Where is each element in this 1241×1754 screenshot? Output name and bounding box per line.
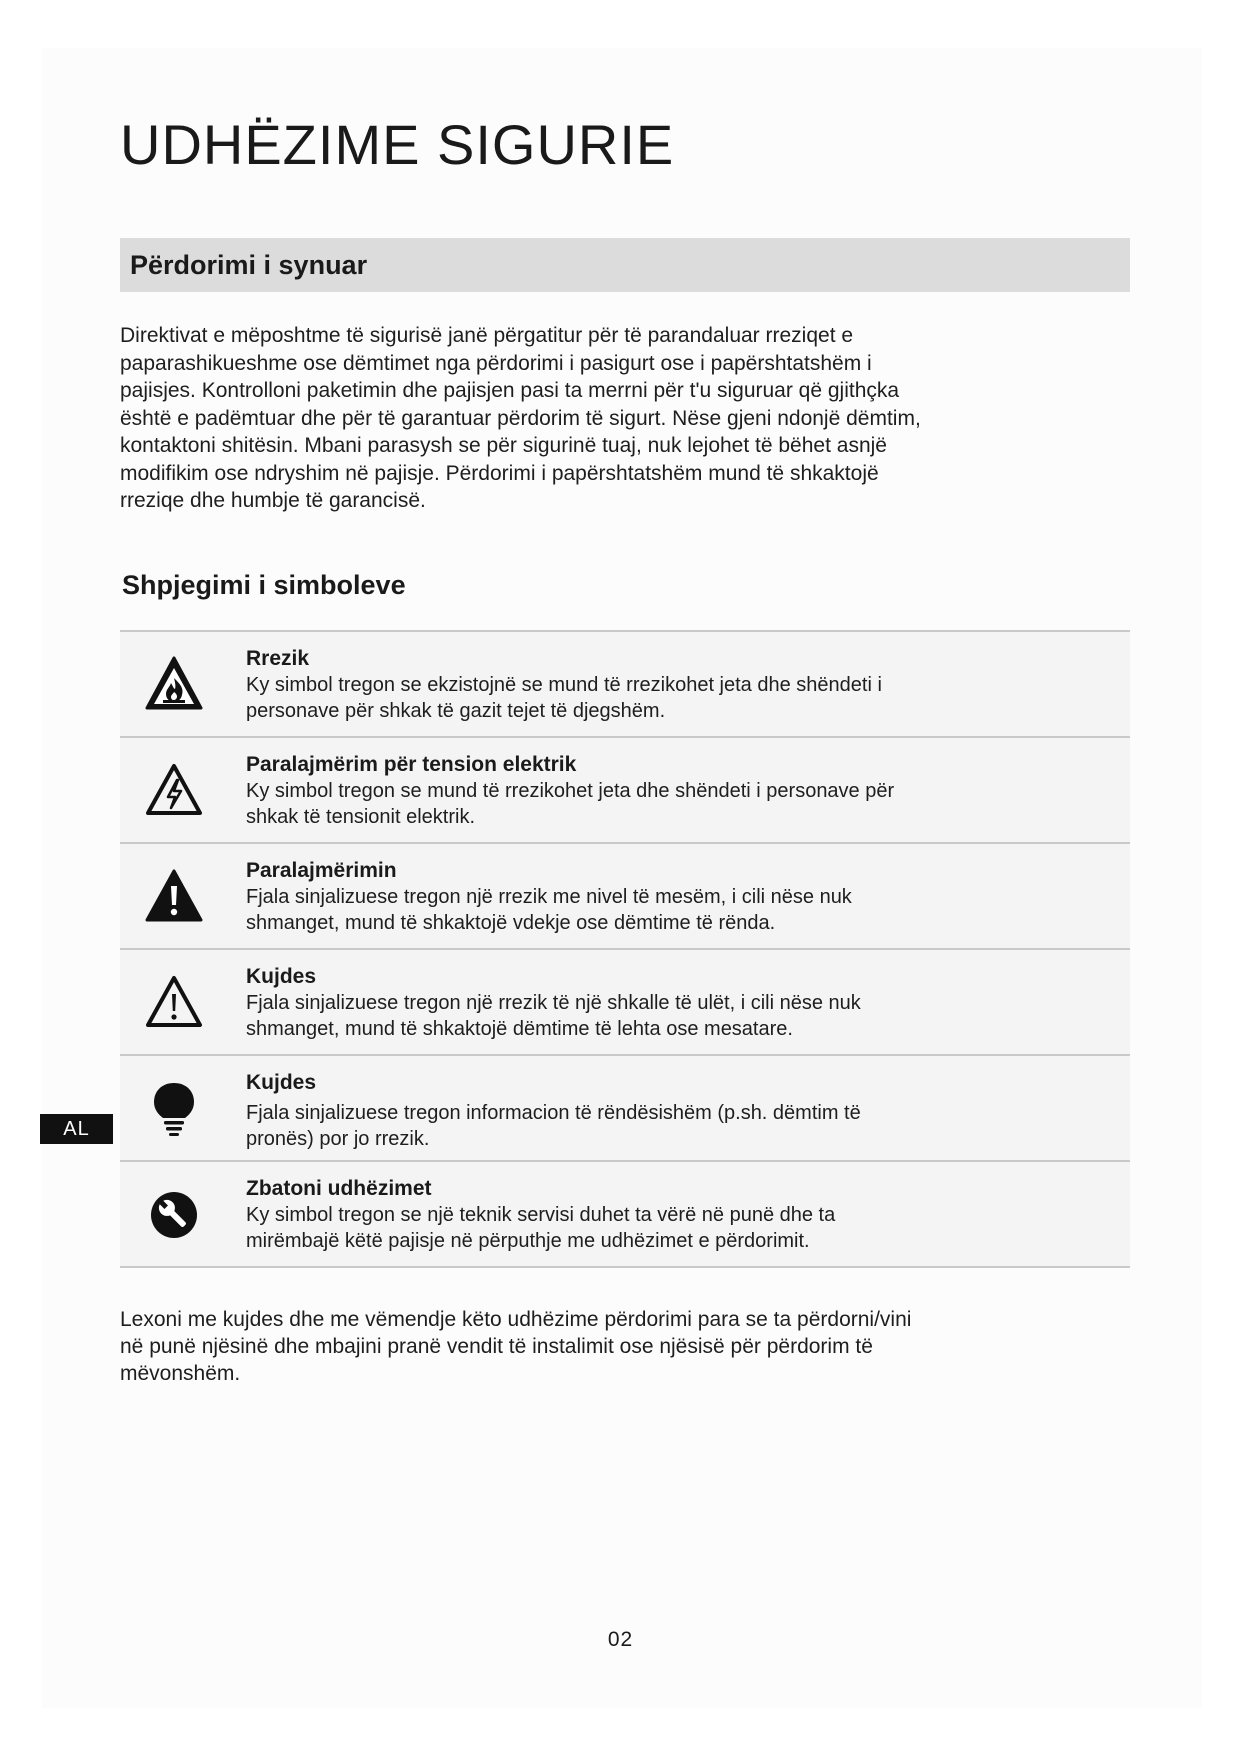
text-line: kontaktoni shitësin. Mbani parasysh se për sigurinë tuaj, nuk lejohet të bëhet asnjë	[120, 434, 887, 457]
closing-paragraph	[120, 1306, 1130, 1387]
intended-use-header	[120, 238, 1130, 292]
text-line: Fjala sinjalizuese tregon informacion të rëndësishëm (p.sh. dëmtim të	[246, 1102, 861, 1124]
symbol-title: Zbatoni udhëzimet	[246, 1177, 432, 1200]
flammable-warning-icon	[144, 654, 204, 714]
text-line: paparashikueshme ose dëmtimet nga përdorimi i pasigurt ose i papërshtatshëm i	[120, 351, 872, 375]
symbol-row-service	[120, 1162, 1130, 1268]
wrench-icon	[144, 1184, 204, 1244]
text-line: pronës) por jo rrezik.	[246, 1128, 430, 1150]
symbol-title: Kujdes	[246, 965, 317, 988]
text-line: Lexoni me kujdes dhe me vëmendje këto udhëzime përdorimi para se ta përdorni/vini	[120, 1308, 912, 1331]
symbol-title: Rrezik	[246, 647, 310, 670]
lightbulb-icon	[144, 1078, 204, 1138]
page-title: UDHËZIME SIGURIE	[120, 113, 675, 176]
symbol-row-electric	[120, 738, 1130, 844]
text-line: mirëmbajë këtë pajisje në përputhje me udhëzimet e përdorimit.	[246, 1230, 810, 1252]
text-line: shmanget, mund të shkaktojë dëmtime të lehta ose mesatare.	[246, 1018, 793, 1040]
symbols-table	[120, 630, 1130, 1268]
text-line: Fjala sinjalizuese tregon një rrezik të një shkalle të ulët, i cili nëse nuk	[246, 992, 861, 1014]
symbol-title: Kujdes	[246, 1071, 317, 1094]
text-line: Ky simbol tregon se mund të rrezikohet jeta dhe shëndeti i personave për	[246, 780, 895, 802]
text-line: shmanget, mund të shkaktojë vdekje ose dëmtime të rënda.	[246, 912, 776, 934]
text-line: rreziqe dhe humbje të garancisë.	[120, 489, 426, 512]
text-line: pajisjes. Kontrolloni paketimin dhe pajisjen pasi ta merrni për t'u siguruar që gjithçka	[120, 379, 900, 402]
symbol-description	[246, 778, 1106, 830]
symbol-row-info	[120, 1056, 1130, 1162]
symbols-heading: Shpjegimi i simboleve	[122, 570, 406, 600]
symbol-description	[246, 1202, 1106, 1254]
symbol-description	[246, 1100, 1106, 1152]
intended-use-heading: Përdorimi i synuar	[130, 250, 368, 280]
text-line: personave për shkak të gazit tejet të djegshëm.	[246, 700, 666, 722]
symbol-description	[246, 990, 1106, 1042]
text-line: shkak të tensionit elektrik.	[246, 806, 475, 828]
text-line: Direktivat e mëposhtme të sigurisë janë përgatitur për të parandaluar rreziqet e	[120, 324, 854, 347]
text-line: është e padëmtuar dhe për të garantuar përdorim të sigurt. Nëse gjeni ndonjë dëmtim,	[120, 406, 921, 430]
symbol-row-warning	[120, 844, 1130, 950]
warning-filled-icon	[144, 866, 204, 926]
symbol-title: Paralajmërimin	[246, 859, 397, 882]
electric-warning-icon	[144, 760, 204, 820]
symbol-description	[246, 672, 1106, 724]
text-line: modifikim ose ndryshim në pajisje. Përdorimi i papërshtatshëm mund të shkaktojë	[120, 461, 879, 485]
text-line: Ky simbol tregon se një teknik servisi duhet ta vërë në punë dhe ta	[246, 1204, 836, 1226]
caution-outline-icon	[144, 972, 204, 1032]
language-tab: AL	[40, 1114, 113, 1144]
text-line: Fjala sinjalizuese tregon një rrezik me nivel të mesëm, i cili nëse nuk	[246, 886, 852, 908]
symbol-row-flammable	[120, 632, 1130, 738]
symbol-title: Paralajmërim për tension elektrik	[246, 753, 577, 776]
text-line: Ky simbol tregon se ekzistojnë se mund të rrezikohet jeta dhe shëndeti i	[246, 674, 882, 696]
symbol-description	[246, 884, 1106, 936]
symbol-row-caution	[120, 950, 1130, 1056]
page-number: 02	[607, 1628, 634, 1651]
text-line: mëvonshëm.	[120, 1362, 241, 1385]
text-line: në punë njësinë dhe mbajini pranë vendit të instalimit ose njësisë për përdorim të	[120, 1335, 873, 1358]
intended-use-paragraph	[120, 322, 1130, 515]
